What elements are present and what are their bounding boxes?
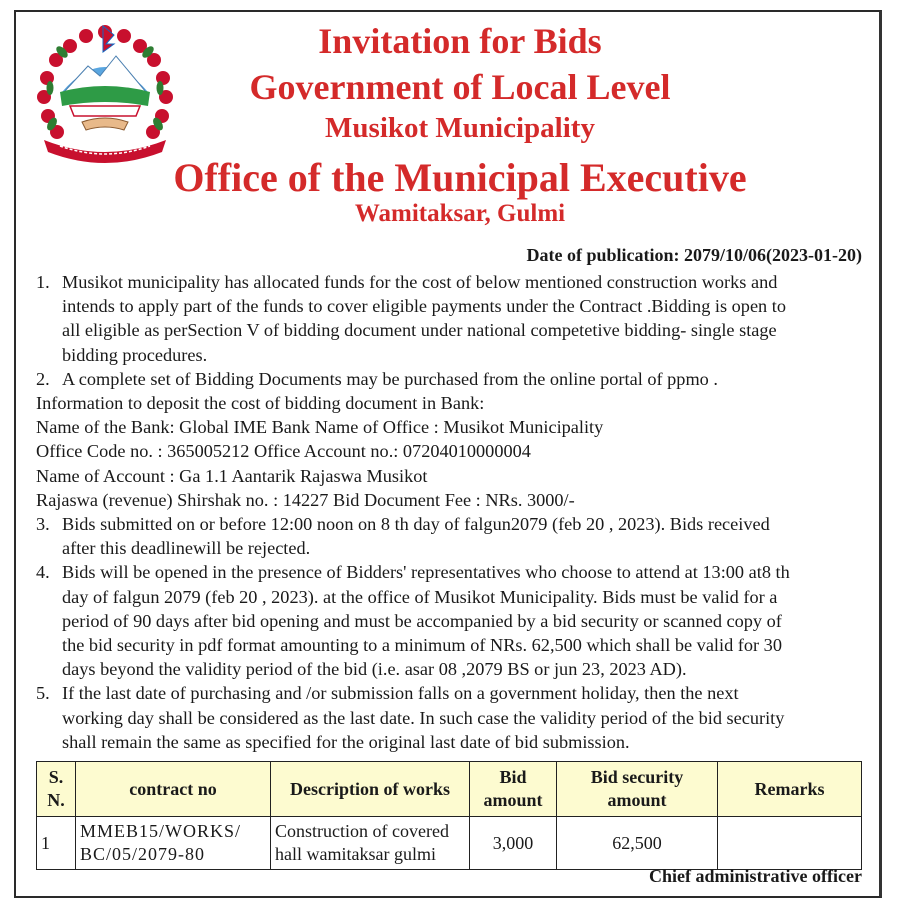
cell-remarks <box>718 817 862 870</box>
clause-line: days beyond the validity period of the bid (i.e. asar 08 ,2079 BS or jun 23, 2023 AD). <box>62 659 687 680</box>
cell-bid-amount: 3,000 <box>470 817 557 870</box>
cell-bid-security: 62,500 <box>557 817 718 870</box>
clause-line: Bids will be opened in the presence of Bidders' representatives who choose to attend at 13:00 at8 th <box>62 562 790 583</box>
clause-1 <box>36 270 866 367</box>
bank-info-line: Name of the Bank: Global IME Bank Name of Office : Musikot Municipality <box>36 417 604 438</box>
clause-number: 3. <box>36 514 50 535</box>
clause-line: bidding procedures. <box>62 344 208 365</box>
bid-table <box>36 761 862 870</box>
office-location: Wamitaksar, Gulmi <box>354 200 566 227</box>
clause-line: Musikot municipality has allocated funds for the cost of below mentioned construction works and <box>62 272 778 292</box>
bank-info-line: Information to deposit the cost of bidding document in Bank: <box>36 393 485 414</box>
clause-line: intends to apply part of the funds to cover eligible payments under the Contract .Bidding is open to <box>62 296 786 317</box>
clause-line: after this deadlinewill be rejected. <box>62 538 311 559</box>
publication-date: Date of publication: 2079/10/06(2023-01-20) <box>526 245 862 265</box>
clause-number: 2. <box>36 368 50 389</box>
clause-line: the bid security in pdf format amounting to a minimum of NRs. 62,500 which shall be valid for 30 <box>62 635 782 656</box>
clause-line: all eligible as perSection V of bidding document under national competetive bidding- single stage <box>62 320 777 341</box>
header-contract-no: contract no <box>76 762 271 817</box>
bank-info-line: Rajaswa (revenue) Shirshak no. : 14227 Bid Document Fee : NRs. 3000/- <box>36 489 575 510</box>
clause-line: Bids submitted on or before 12:00 noon on 8 th day of falgun2079 (feb 20 , 2023). Bids received <box>62 514 770 535</box>
cell-contract-no: MMEB15/WORKS/ BC/05/2079-80 <box>76 817 271 870</box>
clause-line: If the last date of purchasing and /or submission falls on a government holiday, then the next <box>62 683 739 704</box>
cell-description: Construction of covered hall wamitaksar gulmi <box>271 817 470 870</box>
clause-number: 4. <box>36 562 50 583</box>
table-row <box>37 817 862 870</box>
header-remarks: Remarks <box>718 762 862 817</box>
clause-line: working day shall be considered as the last date. In such case the validity period of the bid security <box>62 707 785 728</box>
clause-3 <box>36 512 866 560</box>
table-header-row <box>37 762 862 817</box>
signatory-title: Chief administrative officer <box>649 866 862 886</box>
notice-body <box>36 270 866 754</box>
clause-number: 1. <box>36 272 50 292</box>
office-name: Office of the Municipal Executive <box>173 155 747 200</box>
clause-4 <box>36 560 866 681</box>
header-bid-amount: Bid amount <box>470 762 557 817</box>
municipality-name: Musikot Municipality <box>325 112 595 144</box>
bank-info-line: Office Code no. : 365005212 Office Account no.: 07204010000004 <box>36 441 531 462</box>
clause-line: shall remain the same as specified for the original last date of bid submission. <box>62 731 630 752</box>
header-description: Description of works <box>271 762 470 817</box>
bank-info-line: Name of Account : Ga 1.1 Aantarik Rajaswa Musikot <box>36 465 428 486</box>
clause-line: period of 90 days after bid opening and must be accompanied by a bid security or scanned copy of <box>62 610 782 631</box>
clause-line: A complete set of Bidding Documents may be purchased from the online portal of ppmo . <box>62 368 718 389</box>
clause-5 <box>36 681 866 754</box>
clause-2 <box>36 367 866 391</box>
notice-title: Invitation for Bids <box>318 21 602 61</box>
header-bid-security: Bid security amount <box>557 762 718 817</box>
cell-sn: 1 <box>37 817 76 870</box>
government-level: Government of Local Level <box>249 67 671 107</box>
clause-line: day of falgun 2079 (feb 20 , 2023). at the office of Musikot Municipality. Bids must be valid for a <box>62 586 778 607</box>
clause-number: 5. <box>36 683 50 704</box>
header-sn: S. N. <box>37 762 76 817</box>
